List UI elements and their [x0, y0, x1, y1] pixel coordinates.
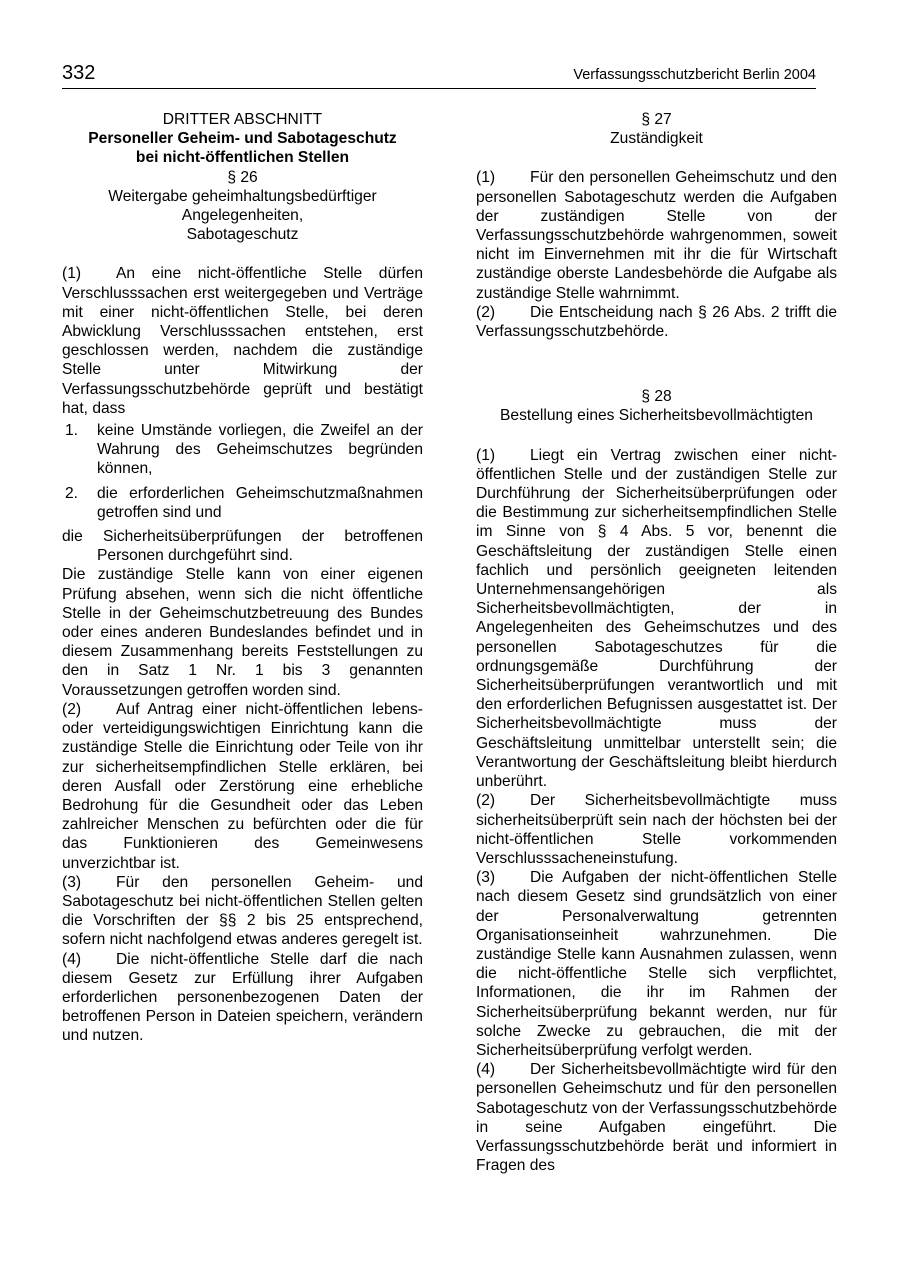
s27-p1-text: Für den personellen Geheimschutz und den personellen Sabotageschutz werden die Aufgaben der zuständigen Stelle von der Verfassungsschutzbehörde wahrgenommen, soweit nicht im Einvernehmen mit ihr die für Wirtschaft zuständige oberste Landesbehörde die Aufgabe als zuständige Stelle wahrnimmt.: [476, 169, 837, 302]
s28-p2-number: (2): [476, 792, 496, 810]
paragraph-title-28: Bestellung eines Sicherheitsbevollmächtigten: [500, 407, 813, 425]
paragraph-sign-26: § 26: [227, 168, 258, 186]
s28-paragraph-1: [476, 446, 837, 792]
paragraph-sign-28: § 28: [641, 388, 672, 406]
left-column: [62, 110, 423, 1046]
section-title-line2: bei nicht-öffentlichen Stellen: [135, 149, 350, 167]
list-item-number: 2.: [65, 484, 79, 502]
section-title-line1: Personeller Geheim- und Sabotageschutz: [88, 130, 397, 148]
s26-p2-text: Auf Antrag einer nicht-öffentlichen lebens- oder verteidigungswichtigen Einrichtung kann die zuständige Stelle die Einrichtung oder Teile von ihr zur sicherheitsempfindlichen Stelle erklären, bei deren Ausfall oder Zerstörung eine erhebliche Bedrohung für die Gesundheit oder das Leben zahlreicher Menschen zu befürchten oder die für das Funktionieren des Gemeinwesens unverzichtbar ist.: [62, 700, 423, 872]
list-item-number: 1.: [65, 422, 79, 440]
s28-p4-text: Der Sicherheitsbevollmächtigte wird für den personellen Geheimschutz und für den personellen Sabotageschutz von der Verfassungsschutzbehörde in seine Aufgaben eingeführt. Die Verfassungsschutzbehörde berät und informiert in Fragen des: [476, 1061, 837, 1175]
s27-p2-number: (2): [476, 303, 496, 321]
s28-p2-text: Der Sicherheitsbevollmächtigte muss sicherheitsüberprüft sein nach der höchsten bei der nicht-öffentlichen Stelle vorkommenden Verschlusssacheneinstufung.: [476, 792, 837, 867]
s27-paragraph-1: [476, 168, 837, 302]
conditions-list: [62, 421, 423, 522]
s26-paragraph-3: [62, 873, 423, 950]
s26-p2-number: (2): [62, 700, 82, 718]
s28-paragraph-2: [476, 791, 837, 868]
paragraph-title-line3: Sabotageschutz: [186, 226, 299, 244]
s28-p3-text: Die Aufgaben der nicht-öffentlichen Stelle nach diesem Gesetz sind grundsätzlich von einer der Personalverwaltung getrennten Organisationseinheit wahrzunehmen. Die zuständige Stelle kann Ausnahmen zulassen, wenn die nicht-öffentliche Stelle sich verpflichtet, Informationen, die ihr im Rahmen der Sicherheitsüberprüfung bekannt werden, nur für solche Zwecke zu gebrauchen, die mit der Sicherheitsüberprüfung verfolgt werden.: [476, 869, 837, 1059]
list-item: [62, 421, 423, 479]
s28-p1-text: Liegt ein Vertrag zwischen einer nicht-öffentlichen Stelle und der zuständigen Stelle zur Durchführung der Sicherheitsüberprüfungen oder die Bestimmung zur sicherheitsempfindlichen Stelle im Sinne von § 4 Abs. 5 vor, benennt die Geschäftsleitung der zuständigen Stelle einen fachlich und persönlich geeigneten leitenden Unternehmensangehörigen als Sicherheitsbevollmächtigten, der in Angelegenheiten des Geheimschutzes und des personellen Sabotageschutzes für die ordnungsgemäße Durchführung der Sicherheitsüberprüfungen verantwortlich und mit den erforderlichen Befugnissen ausgestattet ist. Der Sicherheitsbevollmächtigte muss der Geschäftsleitung unmittelbar unterstellt sein; die Verantwortung der Geschäftsleitung bleibt hierdurch unberührt.: [476, 446, 837, 791]
s27-paragraph-2: [476, 303, 837, 341]
s26-p1-text: An eine nicht-öffentliche Stelle dürfen Verschlusssachen erst weitergegeben und Verträge mit einer nicht-öffentlichen Stelle, bei deren Abwicklung Verschlusssachen entstehen, erst geschlossen werden, nachdem die zuständige Stelle unter Mitwirkung der Verfassungsschutzbehörde geprüft und bestätigt hat, dass: [62, 265, 423, 417]
paragraph-title-line1: Weitergabe geheimhaltungsbedürftiger: [108, 187, 377, 205]
list-item-text: die erforderlichen Geheimschutzmaßnahmen getroffen sind und: [97, 484, 423, 521]
s28-p4-number: (4): [476, 1061, 496, 1079]
s26-paragraph-2: [62, 700, 423, 873]
page-number: 332: [62, 62, 96, 84]
list-item: [62, 484, 423, 522]
s28-p1-number: (1): [476, 446, 496, 464]
paragraph-sign-27: § 27: [641, 111, 672, 128]
s26-paragraph-1-continuation: Die zuständige Stelle kann von einer eigenen Prüfung absehen, wenn sich die nicht öffentliche Stelle in der Geheimschutzbetreuung des Bundes oder eines anderen Bundeslandes befindet und in diesem Zusammenhang bereits Feststellungen zu den in Satz 1 Nr. 1 bis 3 genannten Voraussetzungen getroffen worden sind.: [62, 566, 423, 699]
s26-p3-text: Für den personellen Geheim- und Sabotageschutz bei nicht-öffentlichen Stellen gelten die Vorschriften der §§ 2 bis 25 entsprechend, sofern nicht nachfolgend etwas anderes geregelt ist.: [62, 873, 423, 949]
running-title: Verfassungsschutzbericht Berlin 2004: [573, 67, 816, 83]
paragraph-title-line2: Angelegenheiten,: [181, 207, 304, 225]
s26-p1-number: (1): [62, 265, 82, 283]
s27-p2-text: Die Entscheidung nach § 26 Abs. 2 trifft die Verfassungsschutzbehörde.: [476, 303, 837, 341]
s26-paragraph-1: [62, 264, 423, 418]
s26-p3-number: (3): [62, 873, 82, 891]
page-header: [62, 60, 816, 89]
s28-paragraph-3: [476, 868, 837, 1060]
s26-p4-number: (4): [62, 950, 82, 968]
section-heading: DRITTER ABSCHNITT: [162, 111, 323, 128]
s26-p4-text: Die nicht-öffentliche Stelle darf die nach diesem Gesetz zur Erfüllung ihrer Aufgaben erforderlichen personenbezogenen Daten der betroffenen Person in Dateien speichern, verändern und nutzen.: [62, 950, 423, 1045]
s27-p1-number: (1): [476, 169, 496, 187]
s26-paragraph-4: [62, 950, 423, 1046]
s28-paragraph-4: [476, 1060, 837, 1175]
right-column: [476, 110, 837, 1175]
s28-p3-number: (3): [476, 869, 496, 887]
list-item-3: die Sicherheitsüberprüfungen der betroffenen Personen durchgeführt sind.: [62, 528, 423, 565]
list-item-text: keine Umstände vorliegen, die Zweifel an der Wahrung des Geheimschutzes begründen können,: [97, 422, 423, 478]
paragraph-title-27: Zuständigkeit: [610, 130, 703, 148]
